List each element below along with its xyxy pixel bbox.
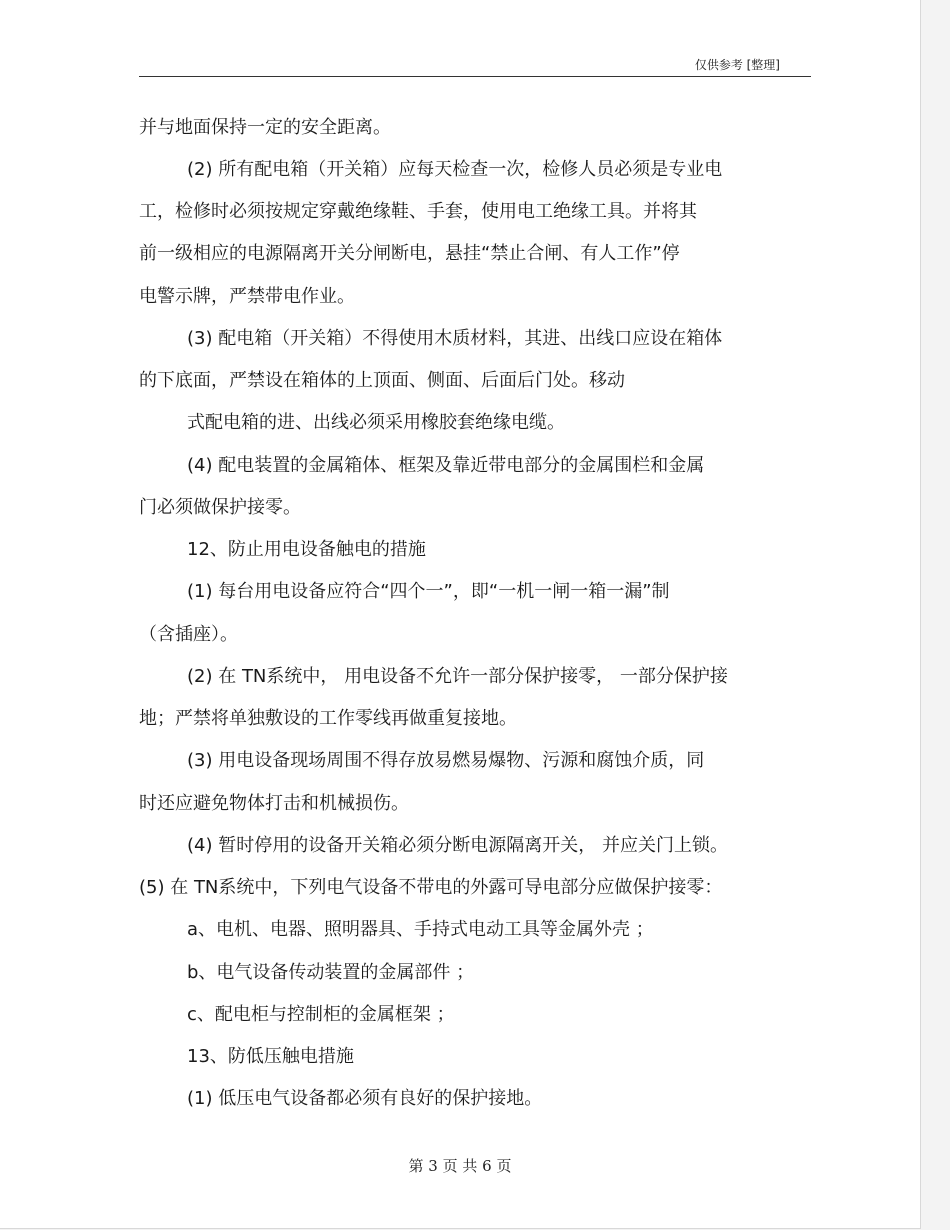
text-line: (4) 暂时停用的设备开关箱必须分断电源隔离开关， 并应关门上锁。 bbox=[187, 835, 728, 856]
text-line: b、电气设备传动装置的金属部件 ； bbox=[187, 962, 475, 983]
text-line: (2) 所有配电箱（开关箱）应每天检查一次，检修人员必须是专业电 bbox=[187, 159, 723, 180]
text-line: 并与地面保持一定的安全距离。 bbox=[139, 117, 391, 138]
text-line: 的下底面，严禁设在箱体的上顶面、侧面、后面后门处。移动 bbox=[139, 370, 625, 391]
text-line: 地；严禁将单独敷设的工作零线再做重复接地。 bbox=[139, 708, 517, 729]
section-heading: 12、防止用电设备触电的措施 bbox=[187, 539, 426, 560]
text-line: 电警示牌，严禁带电作业。 bbox=[139, 286, 355, 307]
text-line: (5) 在 TN系统中，下列电气设备不带电的外露可导电部分应做保护接零： bbox=[139, 877, 723, 898]
text-line: （含插座）。 bbox=[139, 624, 238, 645]
text-line: 工，检修时必须按规定穿戴绝缘鞋、手套，使用电工绝缘工具。并将其 bbox=[139, 201, 697, 222]
text-line: (4) 配电装置的金属箱体、框架及靠近带电部分的金属围栏和金属 bbox=[187, 455, 705, 476]
text-line: (1) 低压电气设备都必须有良好的保护接地。 bbox=[187, 1088, 543, 1109]
text-line: a、电机、电器、照明器具、手持式电动工具等金属外壳 ； bbox=[187, 919, 654, 940]
page-footer: 第 3 页 共 6 页 bbox=[408, 1157, 512, 1175]
header-text: 仅供参考 [整理] bbox=[694, 58, 780, 72]
text-line: (2) 在 TN系统中， 用电设备不允许一部分保护接零， 一部分保护接 bbox=[187, 666, 728, 687]
text-line: 前一级相应的电源隔离开关分闸断电，悬挂“禁止合闸、有人工作”停 bbox=[139, 243, 680, 264]
text-line: 门必须做保护接零。 bbox=[139, 497, 301, 518]
text-line: c、配电柜与控制柜的金属框架 ； bbox=[187, 1004, 455, 1025]
section-heading: 13、防低压触电措施 bbox=[187, 1046, 354, 1067]
text-line: (1) 每台用电设备应符合“四个一”，即“一机一闸一箱一漏”制 bbox=[187, 581, 670, 602]
text-line: 式配电箱的进、出线必须采用橡胶套绝缘电缆。 bbox=[187, 412, 565, 433]
header-rule bbox=[139, 76, 811, 77]
text-line: (3) 配电箱（开关箱）不得使用木质材料，其进、出线口应设在箱体 bbox=[187, 328, 723, 349]
text-line: (3) 用电设备现场周围不得存放易燃易爆物、污源和腐蚀介质，同 bbox=[187, 750, 705, 771]
text-line: 时还应避免物体打击和机械损伤。 bbox=[139, 793, 409, 814]
